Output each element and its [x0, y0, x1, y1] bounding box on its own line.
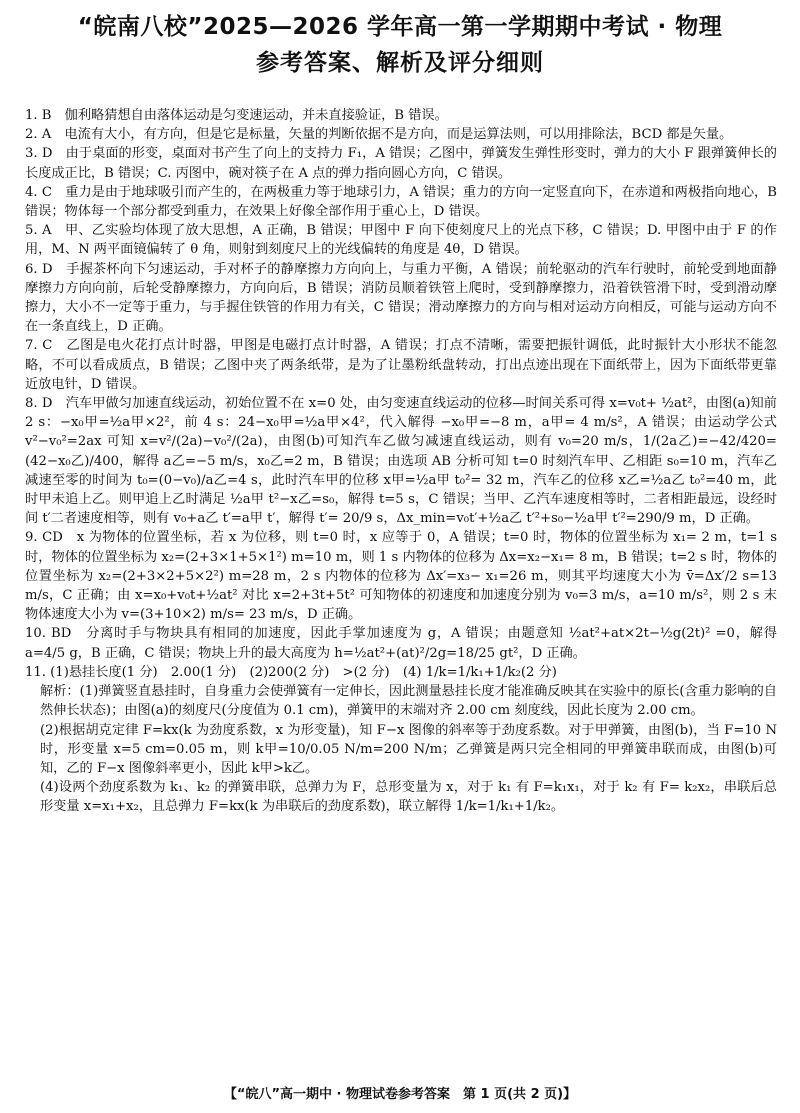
answer-text: 1. B 伽利略猜想自由落体运动是匀变速运动，并未直接验证，B 错误。 [25, 108, 448, 123]
page-subtitle: 参考答案、解析及评分细则 [256, 50, 544, 76]
answer-item-3 [25, 144, 777, 182]
answer-item-8 [25, 394, 777, 528]
analysis-part-1 [25, 682, 777, 720]
answer-item-1 [25, 106, 777, 125]
answer-text: 10. BD 分离时手与物块具有相同的加速度，因此手掌加速度为 g，A 错误；由题意知 ½at²+at×2t−½g(2t)² =0，解得 a=4/5 g，B 正确，C 错误；物块上升的最大高度为 h=½at²+(at)²/2g=18/25 gt²，D 正确。 [25, 626, 777, 661]
answer-list [25, 106, 777, 817]
answer-text: 2. A 电流有大小，有方向，但是它是标量，矢量的判断依据不是方向，而是运算法则，可以用排除法，BCD 都是矢量。 [25, 127, 733, 143]
answer-item-4 [25, 183, 777, 221]
answer-item-9 [25, 528, 777, 624]
answer-text: 6. D 手握茶杯向下匀速运动，手对杯子的静摩擦力方向向上，与重力平衡，A 错误；前轮驱动的汽车行驶时，前轮受到地面静摩擦力方向向前，后轮受静摩擦力，方向向后，B 错误；消防员顺着铁管上爬时，受到静摩擦力，沿着铁管滑下时，受到滑动摩擦力，大小不一定等于重力，与手握住铁管的作用力有关，C 错误；滑动摩擦力的方向与相对运动方向相反，可能与运动方向不在一条直线上，D 正确。 [25, 261, 777, 335]
answer-text: 11. (1)悬挂长度(1 分) 2.00(1 分) (2)200(2 分) >(2 分) (4) 1/k=1/k₁+1/k₂(2 分) [25, 664, 557, 680]
answer-item-5 [25, 221, 777, 259]
answer-item-10 [25, 624, 777, 662]
answer-text: 5. A 甲、乙实验均体现了放大思想，A 正确，B 错误；甲图中 F 向下使刻度尺上的光点下移，C 错误；D. 甲图中由于 F 的作用，M、N 两平面镜偏转了 θ 角，则射到刻度尺上的光线偏转的角度是 4θ，D 错误。 [25, 223, 777, 258]
answer-text: 4. C 重力是由于地球吸引而产生的，在两极重力等于地球引力，A 错误；重力的方向一定竖直向下，在赤道和两极指向地心，B 错误；物体每一个部分都受到重力，在效果上好像全部作用于重心上，D 错误。 [25, 184, 777, 220]
analysis-part-2 [25, 721, 777, 779]
answer-text: 7. C 乙图是电火花打点计时器，甲图是电磁打点计时器，A 错误；打点不清晰，需要把振针调低，此时振针大小形状不能忽略，不可以看成质点，B 错误；乙图中夹了两条纸带，是为了让墨粉纸盘转动，打出点迹出现在下面纸带上，因为下面纸带更靠近放电针，D 错误。 [25, 338, 777, 392]
answer-item-6 [25, 260, 777, 337]
answer-text: 9. CD x 为物体的位置坐标，若 x 为位移，则 t=0 时，x 应等于 0，A 错误；t=0 时，物体的位置坐标为 x₁= 2 m，t=1 s 时，物体的位置坐标为 x₂=(2+3×1+5×1²) m=10 m，则 1 s 内物体的位移为 Δx=x₂−x₁= 8 m，B 错误；t=2 s 时，物体的位置坐标为 x₂=(2+3×2+5×2²) m=28 m，2 s 内物体的位移为 Δx′=x₃− x₁=26 m，则其平均速度大小为 v̄=Δx′/2 s=13 m/s，C 正确；由 x=x₀+v₀t+½at² 对比 x=2+3t+5t² 可知物体的初速度和加速度分别为 v₀=3 m/s，a=10 m/s²，则 2 s 末物体速度大小为 v=(3+10×2) m/s= 23 m/s，D 正确。 [25, 530, 777, 623]
analysis-text: (4)设两个劲度系数为 k₁、k₂ 的弹簧串联，总弹力为 F，总形变量为 x，对于 k₁ 有 F=k₁x₁，对于 k₂ 有 F= k₂x₂，串联后总形变量 x=x₁+x₂，且总弹力 F=kx(k 为串联后的劲度系数)，联立解得 1/k=1/k₁+1/k₂。 [40, 780, 777, 815]
answer-text: 3. D 由于桌面的形变，桌面对书产生了向上的支持力 F₁，A 错误；乙图中，弹簧发生弹性形变时，弹力的大小 F 跟弹簧伸长的长度成正比，B 错误；C. 丙图中，碗对筷子在 A 点的弹力指向圆心方向，C 错误。 [25, 146, 777, 181]
answer-item-7 [25, 336, 777, 394]
analysis-text: 解析：(1)弹簧竖直悬挂时，自身重力会使弹簧有一定伸长，因此测量悬挂长度才能准确反映其在实验中的原长(含重力影响的自然伸长状态)；由图(a)的刻度尺(分度值为 0.1 cm)，弹簧甲的末端对齐 2.00 cm 刻度线，因此长度为 2.00 cm。 [40, 684, 777, 719]
answer-text: 8. D 汽车甲做匀加速直线运动，初始位置不在 x=0 处，由匀变速直线运动的位移—时间关系可得 x=v₀t+ ½at²，由图(a)知前 2 s：−x₀甲=½a甲×2²，前 4 s：24−x₀甲=½a甲×4²，代入解得 −x₀甲=−8 m，a甲= 4 m/s²，A 错误；由运动学公式 v²−v₀²=2ax 可知 x=v²/(2a)−v₀²/(2a)，由图(b)可知汽车乙做匀减速直线运动，则有 v₀=20 m/s，1/(2a乙)=−42/420=(42−x₀乙)/400，解得 a乙=−5 m/s，x₀乙=2 m，B 错误；由选项 AB 分析可知 t=0 时刻汽车甲、乙相距 s₀=10 m，汽车乙减速至零的时间为 t₀=(0−v₀)/a乙=4 s，此时汽车甲的位移 x甲=½a甲 t₀²= 32 m，汽车乙的位移 x乙=½a乙 t₀²=40 m，此时甲未追上乙。则甲追上乙时满足 ½a甲 t²−x乙=s₀，解得 t=5 s，C 错误；当甲、乙汽车速度相等时，二者相距最远，设经时间 t′二者速度相等，则有 v₀+a乙 t′=a甲 t′，解得 t′= 20/9 s，Δx_min=v₀t′+½a乙 t′²+s₀−½a甲 t′²=290/9 m，D 正确。 [25, 396, 777, 527]
answer-item-2 [25, 125, 777, 144]
analysis-part-4 [25, 778, 777, 816]
page-footer: 【“皖八”高一期中 · 物理试卷参考答案 第 1 页(共 2 页)】 [223, 1087, 577, 1102]
answer-item-11 [25, 663, 777, 682]
page-title: “皖南八校”2025—2026 学年高一第一学期期中考试 · 物理 [77, 14, 723, 40]
analysis-text: (2)根据胡克定律 F=kx(k 为劲度系数，x 为形变量)，知 F−x 图像的斜率等于劲度系数。对于甲弹簧，由图(b)，当 F=10 N 时，形变量 x=5 cm=0.05 m，则 k甲=10/0.05 N/m=200 N/m；乙弹簧是两只完全相同的甲弹簧串联而成，由图(b)可知，乙的 F−x 图像斜率更小，因此 k甲>k乙。 [40, 722, 777, 776]
